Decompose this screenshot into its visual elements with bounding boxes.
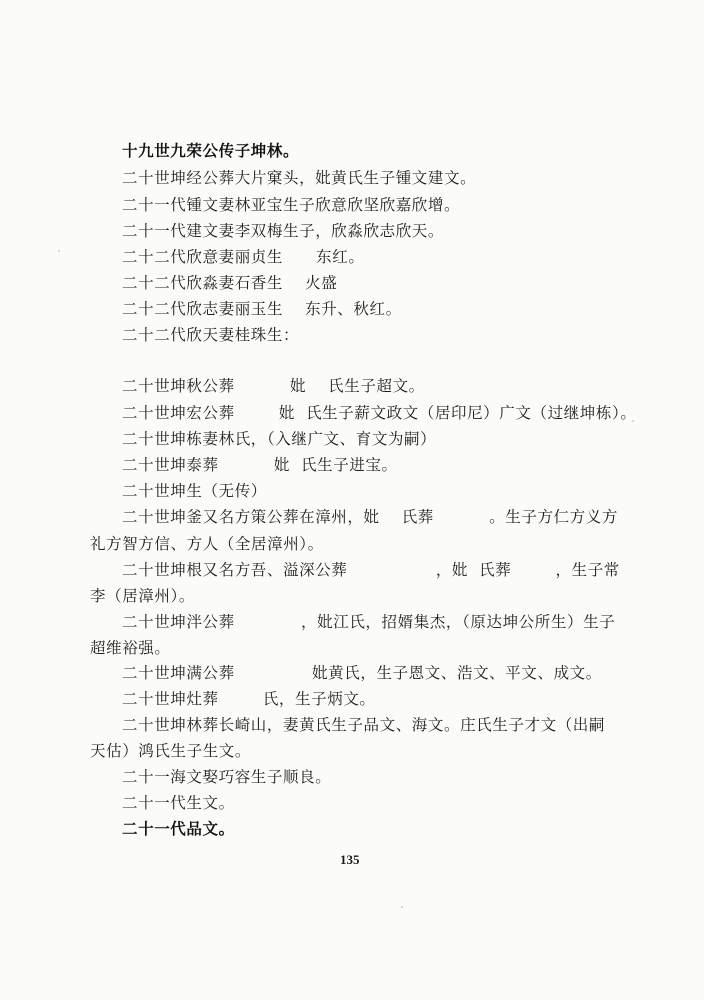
text-line-12: 二十世坤泰葬 妣 氏生子进宝。 (122, 456, 398, 474)
scan-speck (58, 250, 60, 252)
text-line-19: 超维裕强。 (90, 639, 171, 657)
text-line-15: 礼方智方信、方人（全居漳州）。 (90, 535, 324, 553)
text-line-23: 天估）鸿氏生子生文。 (90, 742, 252, 760)
text-line-26: 二十一代品文。 (122, 819, 235, 838)
text-line-4: 二十一代建文妻李双梅生子，欣淼欣志欣天。 (122, 222, 445, 240)
text-line-2: 二十世坤经公葬大片窠头，妣黄氏生子锺文建文。 (122, 169, 477, 187)
text-line-3: 二十一代锺文妻林亚宝生子欣意欣坚欣嘉欣增。 (122, 196, 461, 214)
text-line-6: 二十二代欣淼妻石香生 火盛 (122, 274, 338, 292)
text-line-7: 二十二代欣志妻丽玉生 东升、秋红。 (122, 300, 402, 318)
text-line-9: 二十世坤秋公葬 妣 氏生子超文。 (122, 377, 425, 395)
page-number: 135 (340, 852, 360, 867)
text-line-8: 二十二代欣天妻桂珠生： (122, 326, 300, 344)
text-line-25: 二十一代生文。 (122, 794, 235, 812)
scan-speck (401, 906, 403, 908)
text-line-14: 二十世坤釜又名方策公葬在漳州，妣 氏葬 。生子方仁方义方 (122, 508, 618, 526)
text-line-22: 二十世坤林葬长崎山，妻黄氏生子品文、海文。庄氏生子才文（出嗣 (122, 716, 606, 734)
text-line-16: 二十世坤根又名方吾、溢深公葬 ，妣 氏葬 ，生子常 (122, 561, 620, 579)
text-line-17: 李（居漳州）。 (90, 587, 195, 605)
text-line-10: 二十世坤宏公葬 妣 氏生子薪文政文（居印尼）广文（过继坤栋）。 (122, 404, 637, 422)
text-line-5: 二十二代欣意妻丽贞生 东红。 (122, 248, 365, 266)
text-line-24: 二十一海文娶巧容生子顺良。 (122, 768, 332, 786)
text-line-1: 十九世九荣公传子坤林。 (122, 141, 300, 160)
text-line-13: 二十世坤生（无传） (122, 482, 267, 500)
scan-speck (632, 420, 634, 422)
text-line-11: 二十世坤栋妻林氏，（入继广文、育文为嗣） (122, 430, 437, 448)
text-line-21: 二十世坤灶葬 氏，生子炳文。 (122, 690, 376, 708)
text-line-18: 二十世坤泮公葬 ，妣江氏，招婿集杰，（原达坤公所生）生子 (122, 613, 616, 631)
text-line-20: 二十世坤满公葬 妣黄氏，生子恩文、浩文、平文、成文。 (122, 664, 602, 682)
